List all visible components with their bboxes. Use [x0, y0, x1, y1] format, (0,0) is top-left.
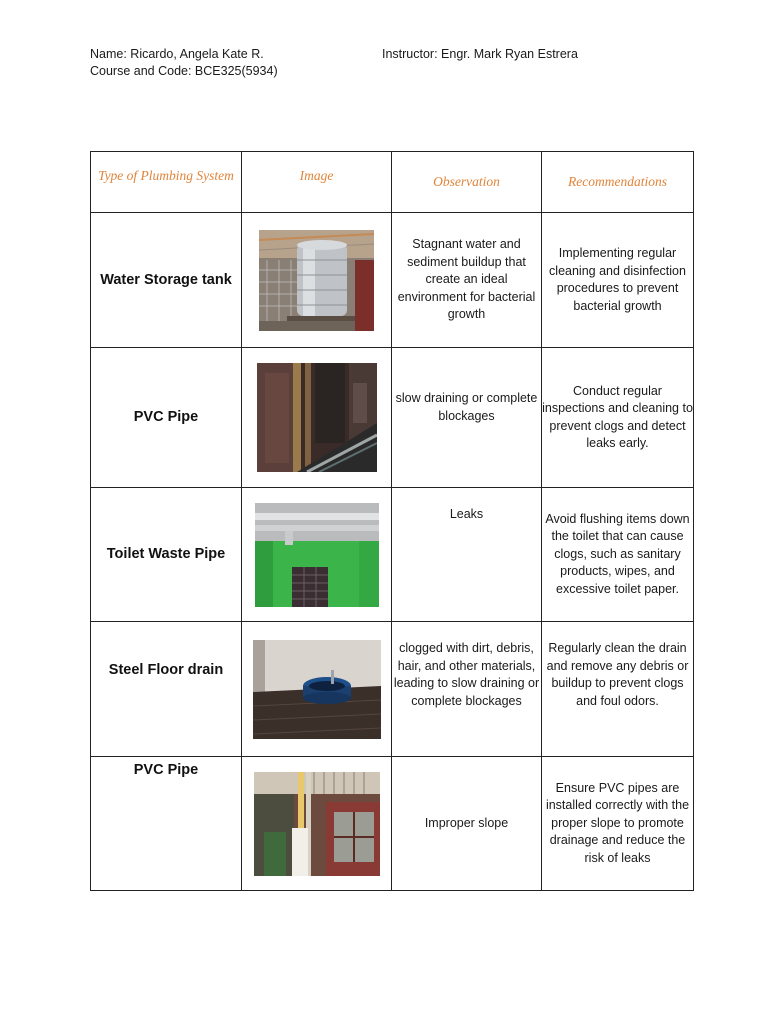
column-header-image: Image — [242, 152, 392, 213]
column-header-recommendations: Recommendations — [542, 152, 694, 213]
observation-cell: slow draining or complete blockages — [392, 348, 542, 488]
recommendation-cell: Conduct regular inspections and cleaning to prevent clogs and detect leaks early. — [542, 348, 694, 488]
pvc-pipe-photo — [257, 363, 377, 472]
water-tank-photo — [259, 230, 374, 331]
student-name: Name: Ricardo, Angela Kate R. — [90, 47, 264, 61]
table-row — [91, 757, 694, 891]
table-row — [91, 622, 694, 757]
table-row — [91, 348, 694, 488]
recommendation-cell: Ensure PVC pipes are installed correctly with the proper slope to promote drainage and reduce the risk of leaks — [542, 757, 694, 891]
observation-cell: Leaks — [392, 488, 542, 622]
course-code: Course and Code: BCE325(5934) — [90, 64, 278, 78]
pvc-pipe-slope-photo — [254, 772, 380, 876]
image-cell — [242, 348, 392, 488]
type-cell: Steel Floor drain — [91, 622, 242, 757]
image-cell — [242, 757, 392, 891]
recommendation-cell: Avoid flushing items down the toilet that can cause clogs, such as sanitary products, wipes, and excessive toilet paper. — [542, 488, 694, 622]
image-cell — [242, 622, 392, 757]
observation-cell: clogged with dirt, debris, hair, and other materials, leading to slow draining or complete blockages — [392, 622, 542, 757]
type-cell: PVC Pipe — [91, 348, 242, 488]
floor-drain-photo — [253, 640, 381, 739]
observation-cell: Stagnant water and sediment buildup that create an ideal environment for bacterial growth — [392, 213, 542, 348]
type-cell: PVC Pipe — [91, 757, 242, 891]
recommendation-cell: Implementing regular cleaning and disinfection procedures to prevent bacterial growth — [542, 213, 694, 348]
table-row — [91, 213, 694, 348]
toilet-waste-pipe-photo — [255, 503, 379, 607]
type-cell: Toilet Waste Pipe — [91, 488, 242, 622]
table-header-row — [91, 152, 694, 213]
table-row — [91, 488, 694, 622]
observation-cell: Improper slope — [392, 757, 542, 891]
instructor-name: Instructor: Engr. Mark Ryan Estrera — [382, 47, 578, 61]
recommendation-cell: Regularly clean the drain and remove any debris or buildup to prevent clogs and foul odors. — [542, 622, 694, 757]
image-cell — [242, 488, 392, 622]
column-header-observation: Observation — [392, 152, 542, 213]
column-header-type: Type of Plumbing System — [91, 152, 242, 213]
plumbing-table — [90, 151, 694, 891]
type-cell: Water Storage tank — [91, 213, 242, 348]
image-cell — [242, 213, 392, 348]
